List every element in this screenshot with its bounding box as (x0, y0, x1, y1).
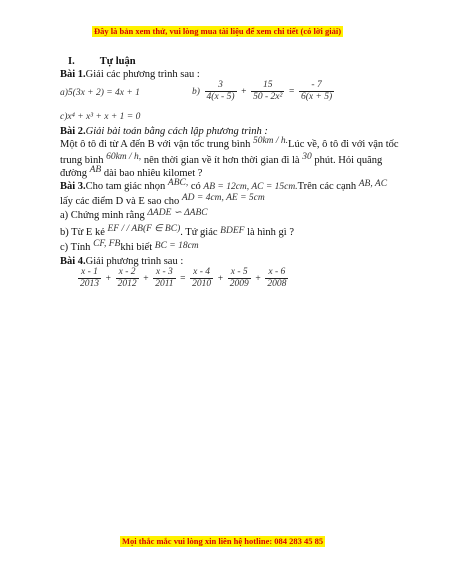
fraction-numerator: 3 (218, 80, 223, 90)
math-span: AB, AC (358, 179, 388, 189)
math-span: 60km / h, (106, 152, 142, 162)
bai4-fraction-5 (228, 267, 251, 290)
bai3-label: Bài 3. (60, 181, 86, 192)
math-span: AB (89, 165, 102, 175)
math-span: BC = 18cm (154, 241, 199, 251)
fraction-numerator: x - 3 (155, 267, 173, 277)
bai1-b-prefix: b) (192, 86, 200, 97)
fraction-denominator: 2012 (117, 279, 137, 289)
fraction-numerator: x - 5 (230, 267, 248, 277)
bai4-fraction-6 (265, 267, 288, 290)
math-span: 30 (302, 152, 312, 162)
section-title: Tự luận (99, 56, 136, 67)
math-span: ABC, (167, 178, 189, 188)
math-span: CF, FB (93, 239, 121, 249)
text-span: Lúc về, ô tô đi với vận tốc (288, 139, 399, 150)
operator: + (105, 273, 111, 284)
text-span: có (190, 181, 201, 192)
fraction-numerator: x - 6 (268, 267, 286, 277)
bai4-equation (78, 267, 288, 290)
fraction-denominator: 2010 (192, 279, 212, 289)
fraction-denominator: 2011 (155, 279, 174, 289)
operator: = (180, 273, 186, 284)
bai3-item-c (60, 239, 199, 253)
bai1-b-fraction-2 (251, 80, 284, 103)
text-span: trung bình (60, 155, 104, 166)
text-span: đường (60, 168, 87, 179)
fraction-numerator: x - 1 (81, 267, 98, 277)
bai4-label: Bài 4. (60, 256, 86, 267)
text-span: b) Từ E kẻ (60, 227, 105, 238)
bai3-line-2 (60, 193, 265, 207)
bai1-equation-b (190, 80, 334, 103)
text-span: dài bao nhiêu kilomet ? (103, 168, 203, 179)
bai4-fraction-4 (190, 267, 213, 290)
text-span: . Tứ giác (180, 227, 218, 238)
bai4-fraction-2 (116, 267, 139, 290)
math-span: AB = 12cm, AC = 15cm. (203, 182, 298, 192)
bai3-line-1 (60, 178, 388, 192)
fraction-denominator: 2013 (80, 279, 99, 289)
operator: + (143, 273, 149, 284)
bai4-heading (60, 256, 183, 267)
footer-banner: Mọi thắc mắc vui lòng xin liên hệ hotline: 084 283 45 85 (122, 536, 324, 546)
text-span: a) Chứng minh rằng (60, 210, 145, 221)
bai1-equation-c: c)x⁴ + x³ + x + 1 = 0 (60, 112, 141, 122)
fraction-denominator: 2008 (267, 279, 287, 289)
text-span: Một ô tô đi từ A đến B với vận tốc trung bình (60, 139, 251, 150)
text-span: lấy các điểm D và E sao cho (60, 196, 180, 207)
fraction-numerator: x - 4 (193, 267, 211, 277)
bai1-prompt: Giải các phương trình sau : (85, 69, 200, 80)
math-span: BDEF (220, 226, 245, 236)
bai2-heading (60, 126, 268, 137)
bai4-fraction-1 (78, 267, 101, 290)
operator: + (217, 273, 224, 284)
text-span: khi biết (120, 242, 153, 253)
bai2-line-1 (60, 136, 399, 150)
bai2-line-2 (60, 152, 383, 166)
bai1-heading (60, 69, 200, 80)
bai3-item-a (60, 210, 208, 221)
bai4-fraction-3 (153, 267, 175, 290)
math-span: 50km / h. (252, 136, 289, 146)
equals-sign: = (288, 86, 295, 97)
bai1-b-fraction-1 (205, 80, 237, 103)
plus-sign: + (241, 86, 247, 97)
text-span: phút. Hỏi quãng (314, 155, 383, 166)
bai1-label: Bài 1. (60, 69, 86, 80)
text-span: là hình gì ? (247, 227, 295, 238)
text-span: Trên các cạnh (297, 181, 357, 192)
text-span: Cho tam giác nhọn (85, 181, 166, 192)
text-span: nên thời gian về ít hơn thời gian đi là (143, 155, 300, 166)
bai1-equation-a: a)5(3x + 2) = 4x + 1 (60, 88, 140, 98)
fraction-numerator: x - 2 (118, 267, 136, 277)
bai2-title: Giải bài toán bằng cách lập phương trình : (85, 126, 268, 137)
fraction-denominator: 4(x - 5) (206, 92, 235, 102)
bai4-prompt: Giải phương trình sau : (85, 256, 184, 267)
bai2-label: Bài 2. (60, 126, 86, 137)
math-span: AD = 4cm, AE = 5cm (181, 193, 265, 203)
bai1-b-fraction-3 (299, 80, 334, 103)
fraction-numerator: 15 (262, 80, 273, 90)
fraction-denominator: 50 - 2x² (253, 92, 283, 102)
bai3-item-b (60, 224, 295, 238)
math-span: EF / / AB(F ∈ BC) (107, 224, 181, 234)
math-span: ΔADE ∽ ΔABC (147, 208, 208, 218)
text-span: c) Tính (60, 242, 91, 253)
fraction-denominator: 2009 (229, 279, 249, 289)
header-banner: Đây là bản xem thử, vui lòng mua tài liệu để xem chi tiết (có lời giải) (94, 26, 342, 36)
fraction-numerator: - 7 (311, 80, 322, 90)
fraction-denominator: 6(x + 5) (300, 92, 333, 102)
section-heading (68, 56, 136, 67)
section-number: I. (68, 56, 75, 67)
operator: + (255, 273, 261, 284)
